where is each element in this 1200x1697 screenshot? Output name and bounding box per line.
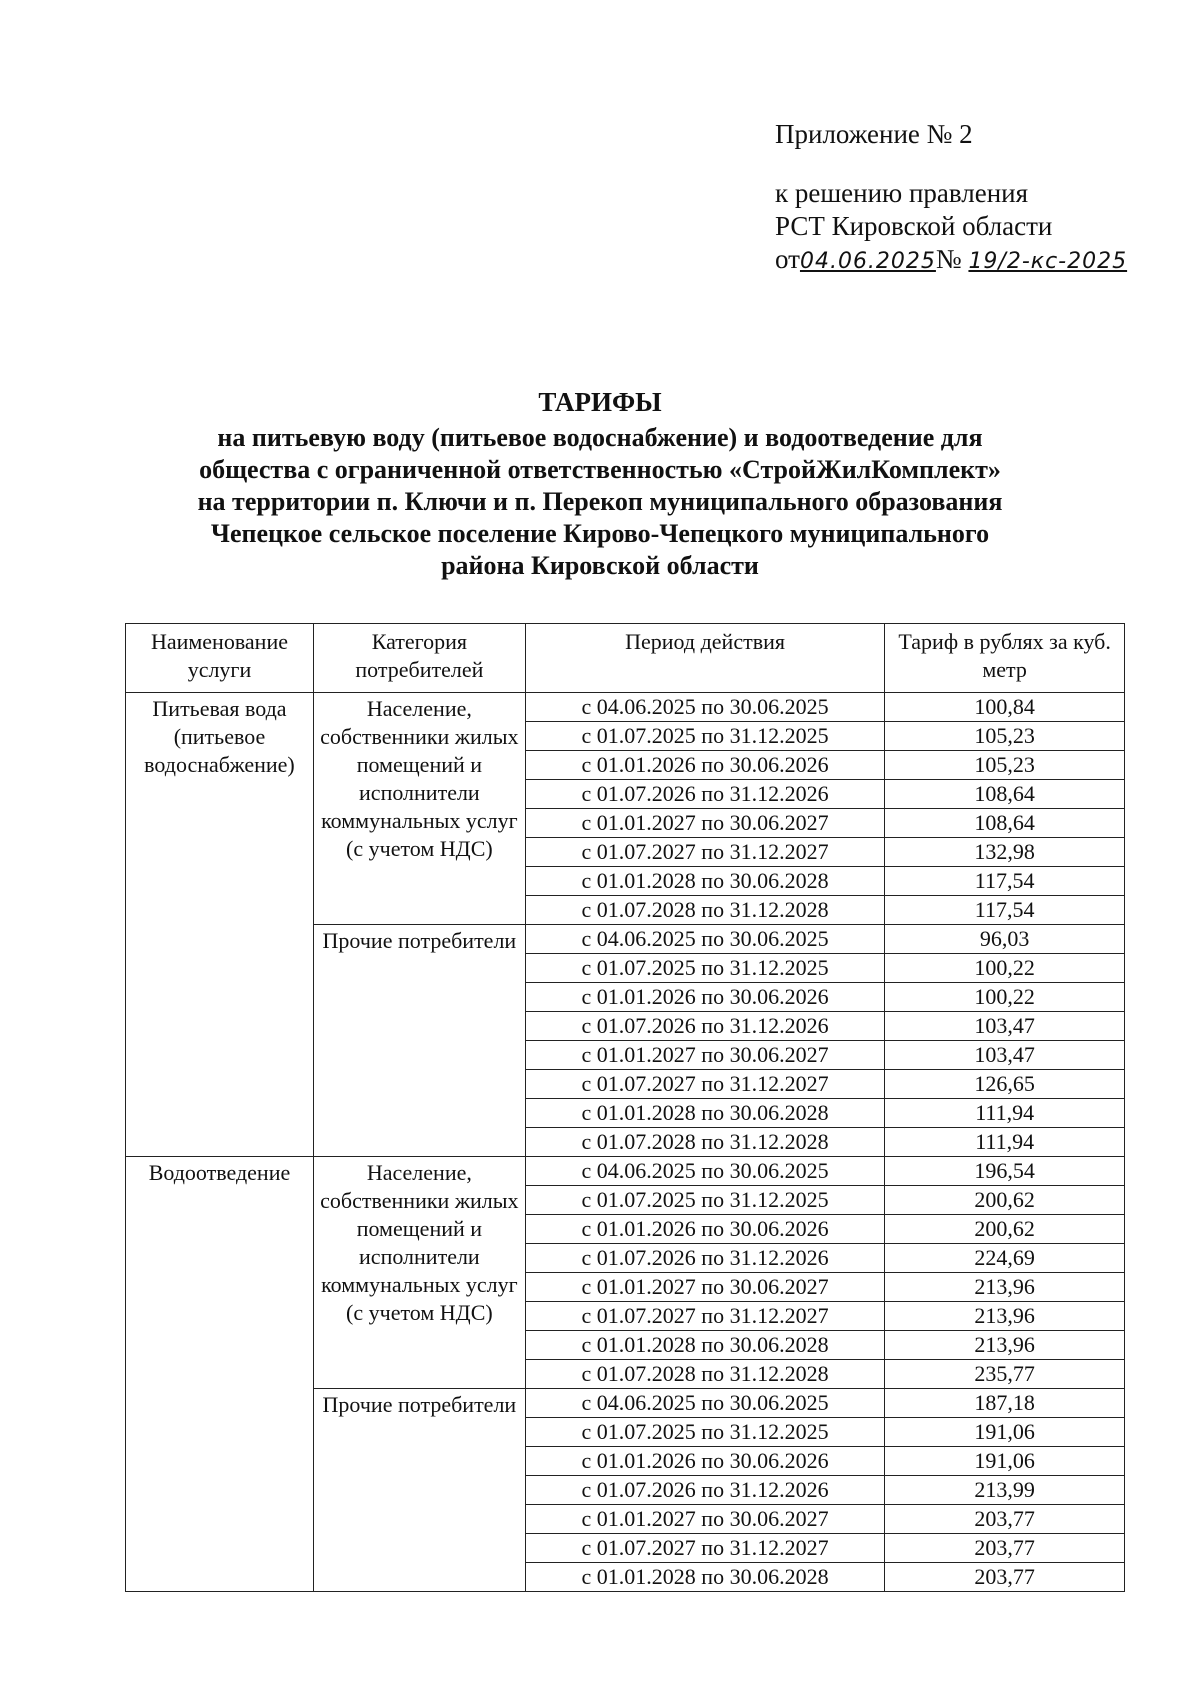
period-cell: с 04.06.2025 по 30.06.2025 — [525, 1389, 884, 1418]
appendix-date-line — [775, 243, 1127, 278]
period-cell: с 01.01.2027 по 30.06.2027 — [525, 1505, 884, 1534]
period-cell: с 01.07.2026 по 31.12.2026 — [525, 780, 884, 809]
tariff-value-cell: 100,22 — [885, 983, 1125, 1012]
appendix-authority-line: РСТ Кировской области — [775, 211, 1053, 241]
period-cell: с 01.01.2028 по 30.06.2028 — [525, 1331, 884, 1360]
appendix-header — [775, 118, 1127, 278]
period-cell: с 01.07.2026 по 31.12.2026 — [525, 1012, 884, 1041]
period-cell: с 01.01.2028 по 30.06.2028 — [525, 1099, 884, 1128]
appendix-number: Приложение № 2 — [775, 119, 973, 149]
tariff-value-cell: 96,03 — [885, 925, 1125, 954]
tariff-value-cell: 213,96 — [885, 1331, 1125, 1360]
period-cell: с 01.07.2027 по 31.12.2027 — [525, 1302, 884, 1331]
tariff-value-cell: 187,18 — [885, 1389, 1125, 1418]
tariff-value-cell: 126,65 — [885, 1070, 1125, 1099]
period-cell: с 04.06.2025 по 30.06.2025 — [525, 693, 884, 722]
period-cell: с 01.01.2027 по 30.06.2027 — [525, 809, 884, 838]
period-cell: с 01.07.2026 по 31.12.2026 — [525, 1244, 884, 1273]
tariff-value-cell: 200,62 — [885, 1215, 1125, 1244]
period-cell: с 01.07.2028 по 31.12.2028 — [525, 1128, 884, 1157]
period-cell: с 01.07.2028 по 31.12.2028 — [525, 896, 884, 925]
period-cell: с 01.07.2025 по 31.12.2025 — [525, 1186, 884, 1215]
period-cell: с 01.07.2027 по 31.12.2027 — [525, 1070, 884, 1099]
period-cell: с 01.07.2025 по 31.12.2025 — [525, 1418, 884, 1447]
tariff-value-cell: 200,62 — [885, 1186, 1125, 1215]
header-tariff: Тариф в рублях за куб. метр — [885, 624, 1125, 693]
period-cell: с 04.06.2025 по 30.06.2025 — [525, 925, 884, 954]
tariff-value-cell: 196,54 — [885, 1157, 1125, 1186]
service-name-cell: Водоотведение — [126, 1157, 314, 1592]
period-cell: с 01.07.2026 по 31.12.2026 — [525, 1476, 884, 1505]
tariff-value-cell: 100,84 — [885, 693, 1125, 722]
tariff-value-cell: 105,23 — [885, 722, 1125, 751]
appendix-decision-line: к решению правления — [775, 178, 1029, 208]
tariff-value-cell: 111,94 — [885, 1128, 1125, 1157]
period-cell: с 01.07.2027 по 31.12.2027 — [525, 1534, 884, 1563]
period-cell: с 01.01.2026 по 30.06.2026 — [525, 1215, 884, 1244]
title-line: Чепецкое сельское поселение Кирово-Чепецкого муниципального — [210, 519, 990, 548]
consumer-category-cell: Население, собственники жилых помещений и исполнители коммунальных услуг (с учетом НДС) — [313, 693, 525, 925]
period-cell: с 01.01.2028 по 30.06.2028 — [525, 867, 884, 896]
handwritten-number: 19/2-кс-2025 — [968, 249, 1128, 274]
table-row — [126, 1157, 1125, 1186]
tariff-value-cell: 213,96 — [885, 1273, 1125, 1302]
title-line: общества с ограниченной ответственностью «СтройЖилКомплект» — [199, 455, 1001, 484]
title-line: района Кировской области — [441, 551, 759, 580]
tariff-value-cell: 224,69 — [885, 1244, 1125, 1273]
title-line: на питьевую воду (питьевое водоснабжение) и водоотведение для — [217, 423, 983, 452]
table-row — [126, 693, 1125, 722]
header-period: Период действия — [525, 624, 884, 693]
tariff-value-cell: 203,77 — [885, 1534, 1125, 1563]
tariff-table — [125, 623, 1125, 1592]
period-cell: с 01.01.2028 по 30.06.2028 — [525, 1563, 884, 1592]
tariff-value-cell: 191,06 — [885, 1447, 1125, 1476]
tariff-value-cell: 235,77 — [885, 1360, 1125, 1389]
handwritten-date: 04.06.2025 — [799, 249, 936, 274]
period-cell: с 01.01.2026 по 30.06.2026 — [525, 1447, 884, 1476]
tariff-value-cell: 105,23 — [885, 751, 1125, 780]
period-cell: с 01.01.2027 по 30.06.2027 — [525, 1041, 884, 1070]
table-header-row — [126, 624, 1125, 693]
tariff-value-cell: 103,47 — [885, 1012, 1125, 1041]
from-prefix: от — [775, 244, 800, 274]
period-cell: с 01.07.2025 по 31.12.2025 — [525, 722, 884, 751]
tariff-value-cell: 213,96 — [885, 1302, 1125, 1331]
title-main: ТАРИФЫ — [538, 387, 662, 417]
period-cell: с 01.01.2027 по 30.06.2027 — [525, 1273, 884, 1302]
service-name-cell: Питьевая вода (питьевое водоснабжение) — [126, 693, 314, 1157]
number-sign: № — [935, 244, 962, 274]
consumer-category-cell: Население, собственники жилых помещений и исполнители коммунальных услуг (с учетом НДС) — [313, 1157, 525, 1389]
document-title — [150, 386, 1050, 582]
tariff-table-body — [126, 693, 1125, 1592]
consumer-category-cell: Прочие потребители — [313, 1389, 525, 1592]
title-line: на территории п. Ключи и п. Перекоп муниципального образования — [197, 487, 1003, 516]
tariff-value-cell: 108,64 — [885, 780, 1125, 809]
tariff-value-cell: 100,22 — [885, 954, 1125, 983]
tariff-value-cell: 117,54 — [885, 867, 1125, 896]
period-cell: с 04.06.2025 по 30.06.2025 — [525, 1157, 884, 1186]
period-cell: с 01.01.2026 по 30.06.2026 — [525, 751, 884, 780]
tariff-value-cell: 103,47 — [885, 1041, 1125, 1070]
tariff-value-cell: 203,77 — [885, 1505, 1125, 1534]
tariff-value-cell: 108,64 — [885, 809, 1125, 838]
period-cell: с 01.01.2026 по 30.06.2026 — [525, 983, 884, 1012]
tariff-value-cell: 132,98 — [885, 838, 1125, 867]
tariff-value-cell: 191,06 — [885, 1418, 1125, 1447]
period-cell: с 01.07.2028 по 31.12.2028 — [525, 1360, 884, 1389]
tariff-value-cell: 203,77 — [885, 1563, 1125, 1592]
header-category: Категория потребителей — [313, 624, 525, 693]
header-service: Наименование услуги — [126, 624, 314, 693]
tariff-value-cell: 111,94 — [885, 1099, 1125, 1128]
consumer-category-cell: Прочие потребители — [313, 925, 525, 1157]
period-cell: с 01.07.2025 по 31.12.2025 — [525, 954, 884, 983]
period-cell: с 01.07.2027 по 31.12.2027 — [525, 838, 884, 867]
tariff-value-cell: 213,99 — [885, 1476, 1125, 1505]
tariff-value-cell: 117,54 — [885, 896, 1125, 925]
